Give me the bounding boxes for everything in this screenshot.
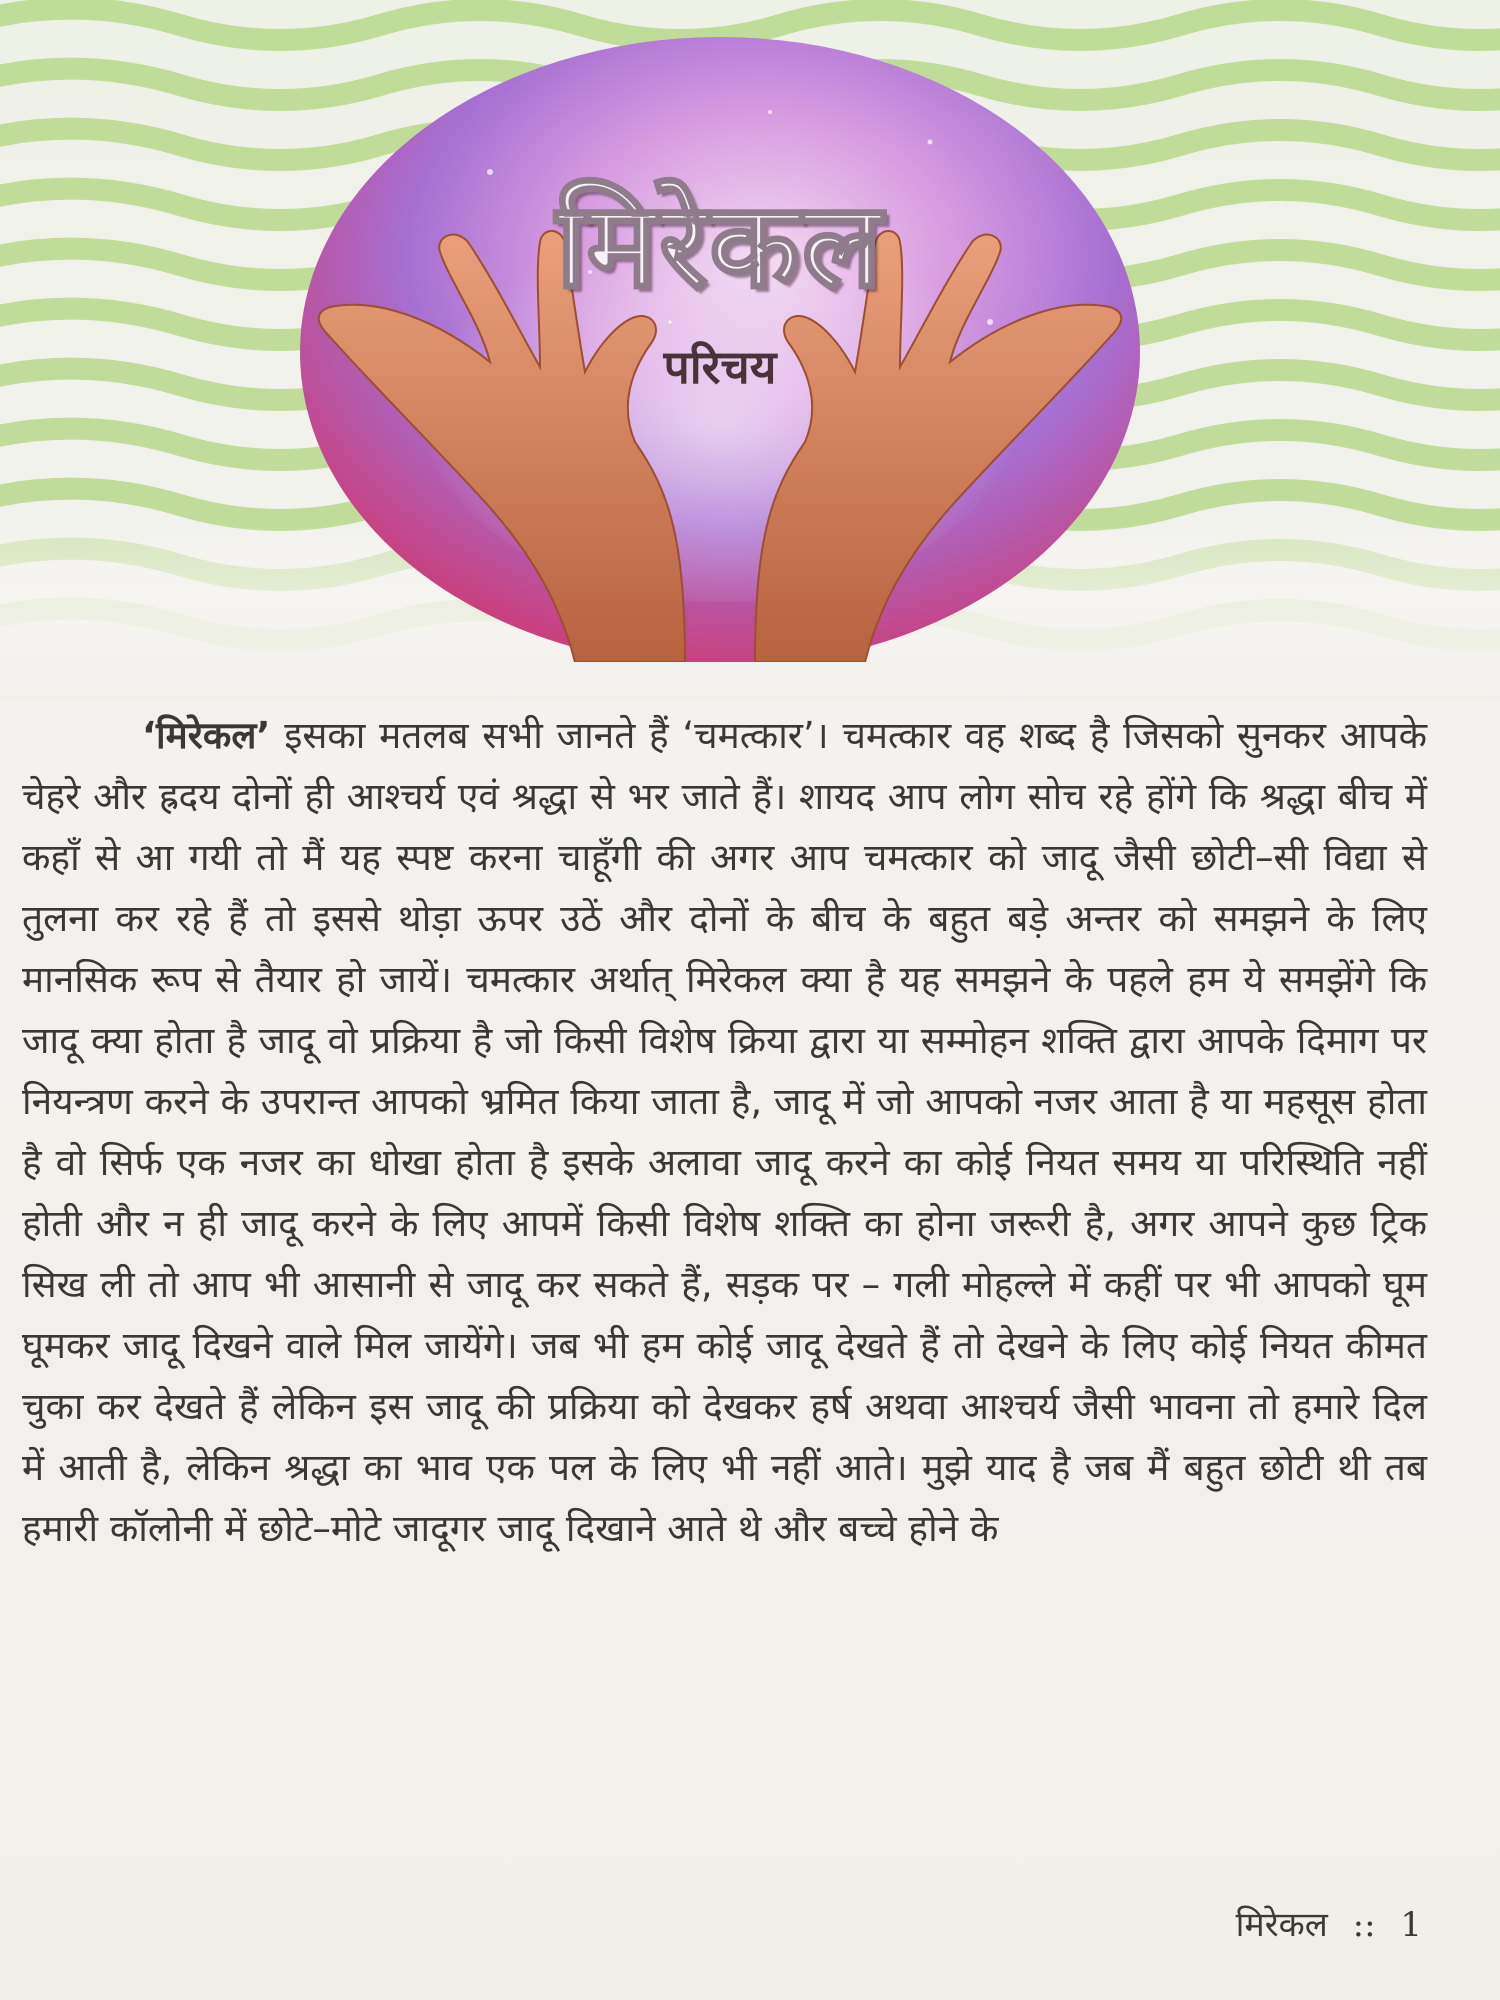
- chapter-title: मिरेकल: [555, 175, 885, 314]
- page-number: 1: [1400, 1905, 1422, 1945]
- lead-term: ‘मिरेकल’: [142, 714, 271, 757]
- paragraph-text: इसका मतलब सभी जानते हैं ‘चमत्कार’। चमत्कार वह शब्द है जिसको सुनकर आपके चेहरे और ह्रदय दोनों ही आश्चर्य एवं श्रद्धा से भर जाते हैं। शायद आप लोग सोच रहे होंगे कि श्रद्धा बीच में कहाँ से आ गयी तो मैं यह स्पष्ट करना चाहूँगी की अगर आप चमत्कार को जादू जैसी छोटी–सी विद्या से तुलना कर रहे हैं तो इससे थोड़ा ऊपर उठें और दोनों के बीच के बहुत बड़े अन्तर को समझने के लिए मानसिक रूप से तैयार हो जायें। चमत्कार अर्थात् मिरेकल क्या है यह समझने के पहले हम ये समझेंगे कि जादू क्या होता है जादू वो प्रक्रिया है जो किसी विशेष क्रिया द्वारा या सम्मोहन शक्ति द्वारा आपके दिमाग पर नियन्त्रण करने के उपरान्त आपको भ्रमित किया जाता है, जादू में जो आपको नजर आता है या महसूस होता है वो सिर्फ एक नजर का धोखा होता है इसके अलावा जादू करने का कोई नियत समय या परिस्थिति नहीं होती और न ही जादू करने के लिए आपमें किसी विशेष शक्ति का होना जरूरी है, अगर आपने कुछ ट्रिक सिख ली तो आप भी आसानी से जादू कर सकते हैं, सड़क पर – गली मोहल्ले में कहीं पर भी आपको घूम घूमकर जादू दिखने वाले मिल जायेंगे। जब भी हम कोई जादू देखते हैं तो देखने के लिए कोई नियत कीमत चुका कर देखते हैं लेकिन इस जादू की प्रक्रिया को देखकर हर्ष अथवा आश्चर्य जैसी भावना तो हमारे दिल में आती है, लेकिन श्रद्धा का भाव एक पल के लिए भी नहीं आते। मुझे याद है जब मैं बहुत छोटी थी तब हमारी कॉलोनी में छोटे–मोटे जादूगर जादू दिखाने आते थे और बच्चे होने के: [22, 714, 1427, 1550]
- page-footer: [1222, 1900, 1422, 1946]
- chapter-subtitle: परिचय: [663, 340, 777, 394]
- footer-separator: ::: [1352, 1905, 1376, 1945]
- running-title: मिरेकल: [1235, 1905, 1328, 1945]
- body-paragraph: [22, 705, 1427, 1559]
